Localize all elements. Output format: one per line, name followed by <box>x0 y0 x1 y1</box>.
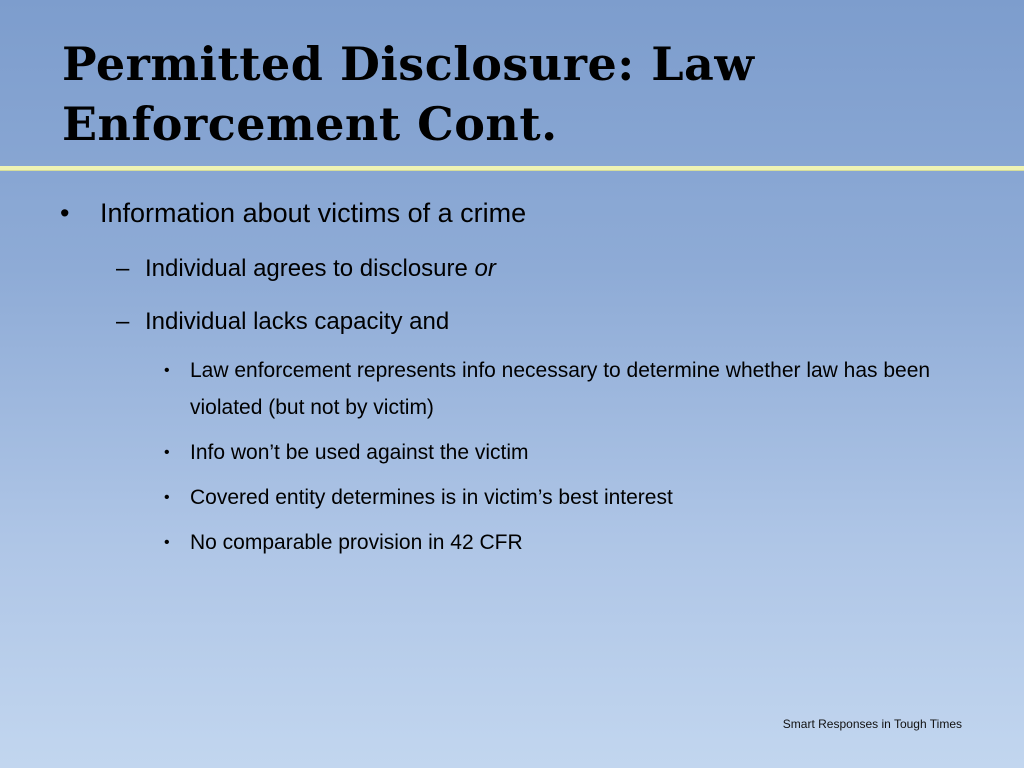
condition-bullet-42-cfr <box>164 524 964 561</box>
sub-bullet-agrees <box>116 254 496 284</box>
sub-bullet-text <box>145 254 496 284</box>
slide-title-line-1: Permitted Disclosure: Law <box>62 37 755 91</box>
sub-bullet-lacks-capacity <box>116 307 449 337</box>
slide-title-line-2: Enforcement Cont. <box>62 97 558 151</box>
dash-marker: – <box>116 308 130 335</box>
sub-bullet-text-main: Individual agrees to disclosure <box>145 255 475 282</box>
bullet-marker: • <box>164 444 170 461</box>
condition-text: Covered entity determines is in victim’s best interest <box>190 486 673 509</box>
bullet-marker: • <box>164 534 170 551</box>
bullet-marker: • <box>164 362 170 379</box>
slide-footer: Smart Responses in Tough Times <box>782 717 962 731</box>
dash-marker: – <box>116 255 130 282</box>
condition-text: Info won’t be used against the victim <box>190 441 529 464</box>
condition-bullet-best-interest <box>164 479 964 516</box>
sub-bullet-emphasis: or <box>474 255 496 282</box>
title-divider <box>0 166 1024 171</box>
sub-bullet-text: Individual lacks capacity and <box>145 308 450 335</box>
bullet-marker: • <box>164 489 170 506</box>
bullet-level1 <box>60 196 526 230</box>
condition-bullet-law-enforcement <box>164 352 964 426</box>
condition-bullet-not-used-against <box>164 434 964 471</box>
bullet-text: Information about victims of a crime <box>100 198 527 228</box>
condition-text: Law enforcement represents info necessary to determine whether law has been violated (but not by victim) <box>190 359 931 419</box>
condition-text: No comparable provision in 42 CFR <box>190 531 523 554</box>
slide-title <box>62 34 962 154</box>
bullet-marker: • <box>60 198 70 228</box>
